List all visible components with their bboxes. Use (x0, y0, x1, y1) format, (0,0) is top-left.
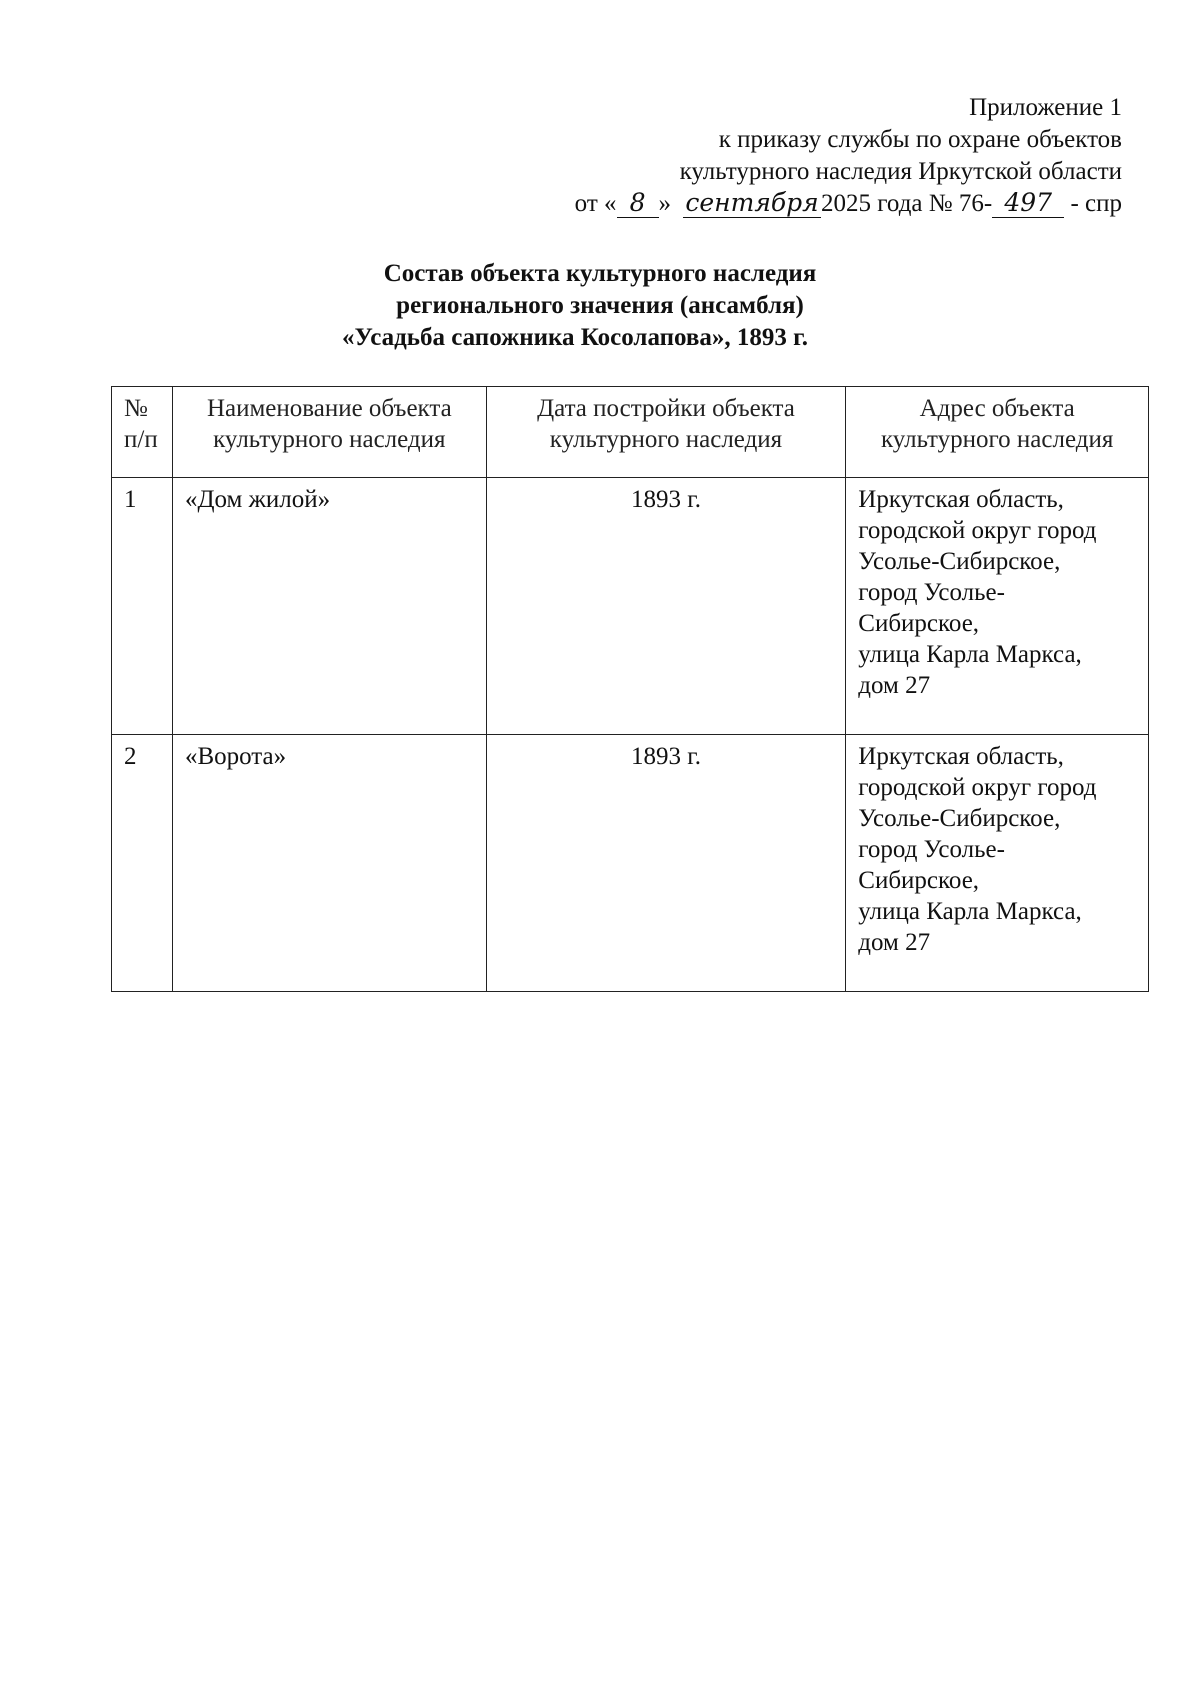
date-mid: » (658, 190, 672, 217)
handwritten-order-number: 497 (992, 189, 1064, 218)
header-address: Адрес объекта культурного наследия (846, 387, 1149, 478)
address-line: городской округ город (858, 774, 1097, 801)
address-line: дом 27 (858, 672, 931, 699)
table-row (112, 478, 1149, 735)
address-line: улица Карла Маркса, (858, 641, 1082, 668)
cell-num: 1 (112, 478, 173, 735)
header-date: Дата постройки объекта культурного наследия (486, 387, 846, 478)
address-line: Сибирское, (858, 867, 980, 894)
address-line: городской округ город (858, 517, 1097, 544)
appendix-title: Приложение 1 (969, 94, 1122, 121)
address-line: Усолье-Сибирское, (858, 548, 1061, 575)
address-line: город Усолье- (858, 579, 1005, 606)
heritage-objects-table (111, 386, 1149, 992)
order-suffix: - спр (1064, 190, 1122, 217)
cell-date: 1893 г. (486, 478, 846, 735)
address-line: город Усолье- (858, 836, 1005, 863)
date-year-text: 2025 года № 76- (821, 190, 993, 217)
address-line: Сибирское, (858, 610, 980, 637)
heritage-table-container (111, 386, 1149, 992)
cell-name: «Дом жилой» (172, 478, 486, 735)
appendix-header (575, 92, 1122, 220)
cell-name: «Ворота» (172, 735, 486, 992)
address-line: Усолье-Сибирское, (858, 805, 1061, 832)
cell-address (846, 478, 1149, 735)
document-title (0, 258, 1200, 354)
address-line: Иркутская область, (858, 486, 1064, 513)
date-prefix: от « (574, 190, 617, 217)
table-header-row (112, 387, 1149, 478)
header-name: Наименование объекта культурного наследия (172, 387, 486, 478)
title-line-1: Состав объекта культурного наследия (383, 260, 817, 287)
appendix-date-line (575, 188, 1122, 220)
cell-num: 2 (112, 735, 173, 992)
header-num: № п/п (112, 387, 173, 478)
appendix-order-ref: к приказу службы по охране объектов (718, 126, 1122, 153)
cell-address (846, 735, 1149, 992)
address-line: дом 27 (858, 929, 931, 956)
title-line-3: «Усадьба сапожника Косолапова», 1893 г. (342, 324, 808, 351)
handwritten-month: сентября (683, 189, 821, 218)
table-row (112, 735, 1149, 992)
appendix-authority: культурного наследия Иркутской области (679, 158, 1122, 185)
title-line-2: регионального значения (ансамбля) (396, 292, 804, 319)
handwritten-day: 8 (617, 189, 659, 218)
address-line: улица Карла Маркса, (858, 898, 1082, 925)
cell-date: 1893 г. (486, 735, 846, 992)
address-line: Иркутская область, (858, 743, 1064, 770)
